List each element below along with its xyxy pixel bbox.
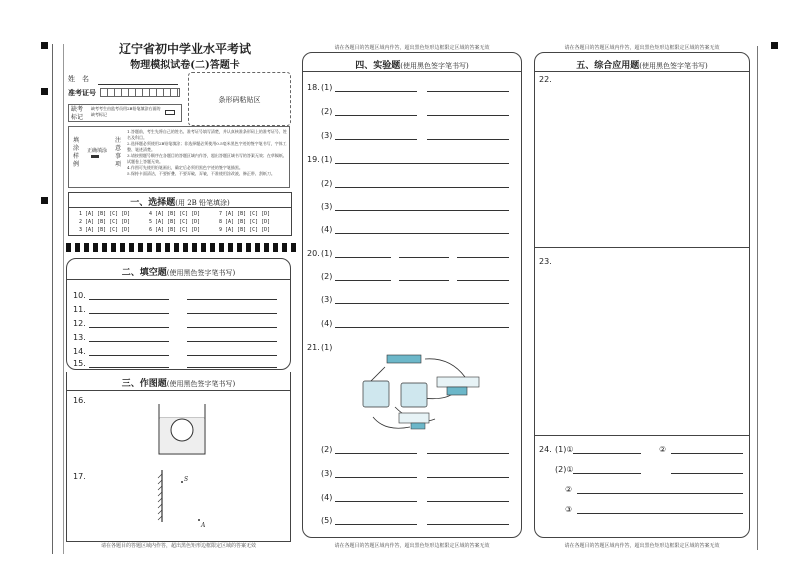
q19-part1: (1) <box>321 155 333 164</box>
missing-mark[interactable] <box>165 110 175 115</box>
q21-label: 21. <box>307 343 320 352</box>
q21-blank[interactable] <box>427 524 509 525</box>
q16-label: 16. <box>73 396 86 405</box>
q21-blank[interactable] <box>427 477 509 478</box>
q23-answer-area[interactable] <box>535 249 749 435</box>
bottom-note-col2: 请在各题目的答题区域内作答，超出黑色矩形边框限定区域的答案无效 <box>334 543 490 549</box>
missing-label: 缺考 标记 <box>71 106 84 121</box>
q11-label: 11. <box>73 305 86 314</box>
section-choice-subtitle: (用 2B 铅笔填涂) <box>175 199 230 207</box>
section-comprehensive <box>534 52 750 538</box>
q24-3-label: (2)① <box>555 465 574 474</box>
bottom-note-col3: 请在各题目的答题区域内作答，超出黑色矩形边框限定区域的答案无效 <box>564 543 720 549</box>
q18-part2: (2) <box>321 107 333 116</box>
section-experiment-subtitle: (使用黑色签字笔书写) <box>400 62 469 70</box>
q20-blank[interactable] <box>457 280 509 281</box>
q24-blank[interactable] <box>577 513 743 514</box>
choice-row[interactable]: 8 [A] [B] [C] [D] <box>219 219 271 225</box>
q21-circuit-figure[interactable] <box>355 347 485 437</box>
q14-blank-2[interactable] <box>187 355 277 356</box>
q10-blank-2[interactable] <box>187 299 277 300</box>
q11-blank-2[interactable] <box>187 313 277 314</box>
q20-part3: (3) <box>321 295 333 304</box>
section-comprehensive-subtitle: (使用黑色签字笔书写) <box>639 62 708 70</box>
q24-label: 24. <box>539 445 552 454</box>
q19-part4: (4) <box>321 225 333 234</box>
choice-row[interactable]: 1 [A] [B] [C] [D] <box>79 211 131 217</box>
alignment-mark-left-low <box>41 197 48 204</box>
q13-blank-1[interactable] <box>89 341 169 342</box>
notice-label: 注 意 事 项 <box>115 137 122 168</box>
section-comprehensive-title: 五、综合应用题 <box>576 61 640 71</box>
q12-label: 12. <box>73 319 86 328</box>
title-line-1: 辽宁省初中学业水平考试 <box>118 42 251 56</box>
q24-2-label: ② <box>659 445 667 454</box>
q24-blank[interactable] <box>577 493 743 494</box>
q21-part1: (1) <box>321 343 333 352</box>
q10-blank-1[interactable] <box>89 299 169 300</box>
q18-part1: (1) <box>321 83 333 92</box>
q21-part4: (4) <box>321 493 333 502</box>
alignment-mark-left-mid <box>41 88 48 95</box>
notice-item: 4.作图可先使用铅笔画出，确定后必须用黑色字迹的签字笔描黑。 <box>127 165 243 170</box>
right-edge-line <box>757 46 758 550</box>
q13-label: 13. <box>73 333 86 342</box>
q21-blank[interactable] <box>427 501 509 502</box>
title-line-2: 物理模拟试卷(二)答题卡 <box>130 60 240 71</box>
section-experiment <box>302 52 522 538</box>
q18-blank[interactable] <box>427 115 509 116</box>
q20-blank[interactable] <box>399 257 449 258</box>
q20-blank[interactable] <box>335 327 509 328</box>
q22-answer-area[interactable] <box>535 73 749 247</box>
q18-label: 18. <box>307 83 320 92</box>
q24-blank[interactable] <box>671 473 743 474</box>
q24-blank[interactable] <box>573 473 641 474</box>
q13-blank-2[interactable] <box>187 341 277 342</box>
q14-blank-1[interactable] <box>89 355 169 356</box>
q15-blank-1[interactable] <box>89 367 169 368</box>
q20-blank[interactable] <box>335 257 391 258</box>
q12-blank-1[interactable] <box>89 327 169 328</box>
q18-part3: (3) <box>321 131 333 140</box>
example-fill-mark <box>91 155 99 158</box>
q24-4-label: ② <box>565 485 573 494</box>
q17-point-a: A <box>201 522 206 529</box>
q20-part1: (1) <box>321 249 333 258</box>
q24-5-label: ③ <box>565 505 573 514</box>
example-notice-box <box>68 126 290 188</box>
choice-row[interactable]: 4 [A] [B] [C] [D] <box>149 211 201 217</box>
q20-blank[interactable] <box>457 257 509 258</box>
q18-blank[interactable] <box>335 91 417 92</box>
section-experiment-title: 四、实验题 <box>355 61 401 71</box>
alignment-mark-left-top <box>41 42 48 49</box>
q21-blank[interactable] <box>427 453 509 454</box>
notice-item: 2.选择题必须使用2B铅笔填涂；非选择题必须使用0.5毫米黑色字迹的签字笔书写，字体工整、笔迹清楚。 <box>127 141 287 152</box>
section-fill-subtitle: (使用黑色签字笔书写) <box>166 269 236 277</box>
section-drawing-title: 三、作图题 <box>121 379 167 389</box>
q18-blank[interactable] <box>335 115 417 116</box>
notice-item: 1.答题前，考生先将自己的姓名、准考证号填写清楚，并认真核准条形码上的准考证号、姓名及科目。 <box>127 129 287 140</box>
q18-blank[interactable] <box>427 91 509 92</box>
q24-1-label: (1)① <box>555 445 574 454</box>
q19-blank[interactable] <box>335 163 509 164</box>
q10-label: 10. <box>73 291 86 300</box>
missing-note: 缺考考生由监考员用2B铅笔填涂右面的缺考标记 <box>91 106 161 117</box>
q19-part3: (3) <box>321 202 333 211</box>
q21-blank[interactable] <box>335 453 417 454</box>
q24-blank[interactable] <box>671 453 743 454</box>
name-field[interactable] <box>98 84 178 85</box>
notice-list <box>127 129 287 177</box>
q18-blank[interactable] <box>427 139 509 140</box>
example-correct: 正确填涂 <box>87 148 108 154</box>
notice-item: 3.请按照题号顺序在各题目的答题区域内作答，超出答题区域书写的答案无效；在草稿纸、试题卷上答题无效。 <box>127 153 287 164</box>
q19-blank[interactable] <box>335 210 509 211</box>
ticket-label: 准考证号 <box>68 88 96 97</box>
choice-row[interactable]: 5 [A] [B] [C] [D] <box>149 219 201 225</box>
q20-blank[interactable] <box>335 280 391 281</box>
timing-stripes <box>66 243 296 252</box>
choice-row[interactable]: 2 [A] [B] [C] [D] <box>79 219 131 225</box>
choice-row[interactable]: 9 [A] [B] [C] [D] <box>219 227 271 233</box>
q16-figure[interactable] <box>157 404 207 456</box>
q20-blank[interactable] <box>399 280 449 281</box>
q11-blank-1[interactable] <box>89 313 169 314</box>
notice-item: 5.保持卡面清洁，不要折叠、不要弄破、弄皱，不准使用涂改液、修正带、刮纸刀。 <box>127 171 275 176</box>
top-note-col3: 请在各题目的答题区域内作答，超出黑色矩形边框限定区域的答案无效 <box>564 45 720 51</box>
barcode-area <box>188 72 291 126</box>
alignment-mark-right-top <box>771 42 778 49</box>
section-fill-title: 二、填空题 <box>121 268 167 278</box>
q21-blank[interactable] <box>335 477 417 478</box>
q20-blank[interactable] <box>335 303 509 304</box>
ticket-field[interactable] <box>100 88 180 97</box>
missing-box <box>68 104 182 122</box>
q17-label: 17. <box>73 472 86 481</box>
q15-label: 15. <box>73 359 86 368</box>
q21-part3: (3) <box>321 469 333 478</box>
q24-blank[interactable] <box>573 453 641 454</box>
q19-blank[interactable] <box>335 233 509 234</box>
q15-blank-2[interactable] <box>187 367 277 368</box>
q22-label: 22. <box>539 75 552 84</box>
q23-label: 23. <box>539 257 552 266</box>
bottom-note-col1: 请在各题目的答题区域内作答，超出黑色矩形边框限定区域的答案无效 <box>100 543 256 549</box>
name-label: 姓 名 <box>68 75 89 83</box>
choice-row[interactable]: 6 [A] [B] [C] [D] <box>149 227 201 233</box>
q20-part2: (2) <box>321 272 333 281</box>
q19-label: 19. <box>307 155 320 164</box>
q21-part2: (2) <box>321 445 333 454</box>
q18-blank[interactable] <box>335 139 417 140</box>
section-drawing <box>66 372 291 542</box>
example-label: 填 涂 样 例 <box>73 137 80 168</box>
binding-strip <box>52 44 64 554</box>
q21-part5: (5) <box>321 516 333 525</box>
top-note-col2: 请在各题目的答题区域内作答，超出黑色矩形边框限定区域的答案无效 <box>334 45 490 51</box>
q17-point-s: S <box>184 476 189 483</box>
q21-blank[interactable] <box>335 524 417 525</box>
choice-row[interactable]: 3 [A] [B] [C] [D] <box>79 227 131 233</box>
section-drawing-subtitle: (使用黑色签字笔书写) <box>166 380 236 388</box>
q21-blank[interactable] <box>335 501 417 502</box>
q12-blank-2[interactable] <box>187 327 277 328</box>
q20-label: 20. <box>307 249 320 258</box>
q19-part2: (2) <box>321 179 333 188</box>
choice-row[interactable]: 7 [A] [B] [C] [D] <box>219 211 271 217</box>
q19-blank[interactable] <box>335 187 509 188</box>
barcode-label: 条形码粘贴区 <box>218 96 261 104</box>
section-choice <box>68 192 292 236</box>
section-fill-blank <box>66 258 291 370</box>
q20-part4: (4) <box>321 319 333 328</box>
section-choice-title: 一、选择题 <box>130 198 176 208</box>
q14-label: 14. <box>73 347 86 356</box>
